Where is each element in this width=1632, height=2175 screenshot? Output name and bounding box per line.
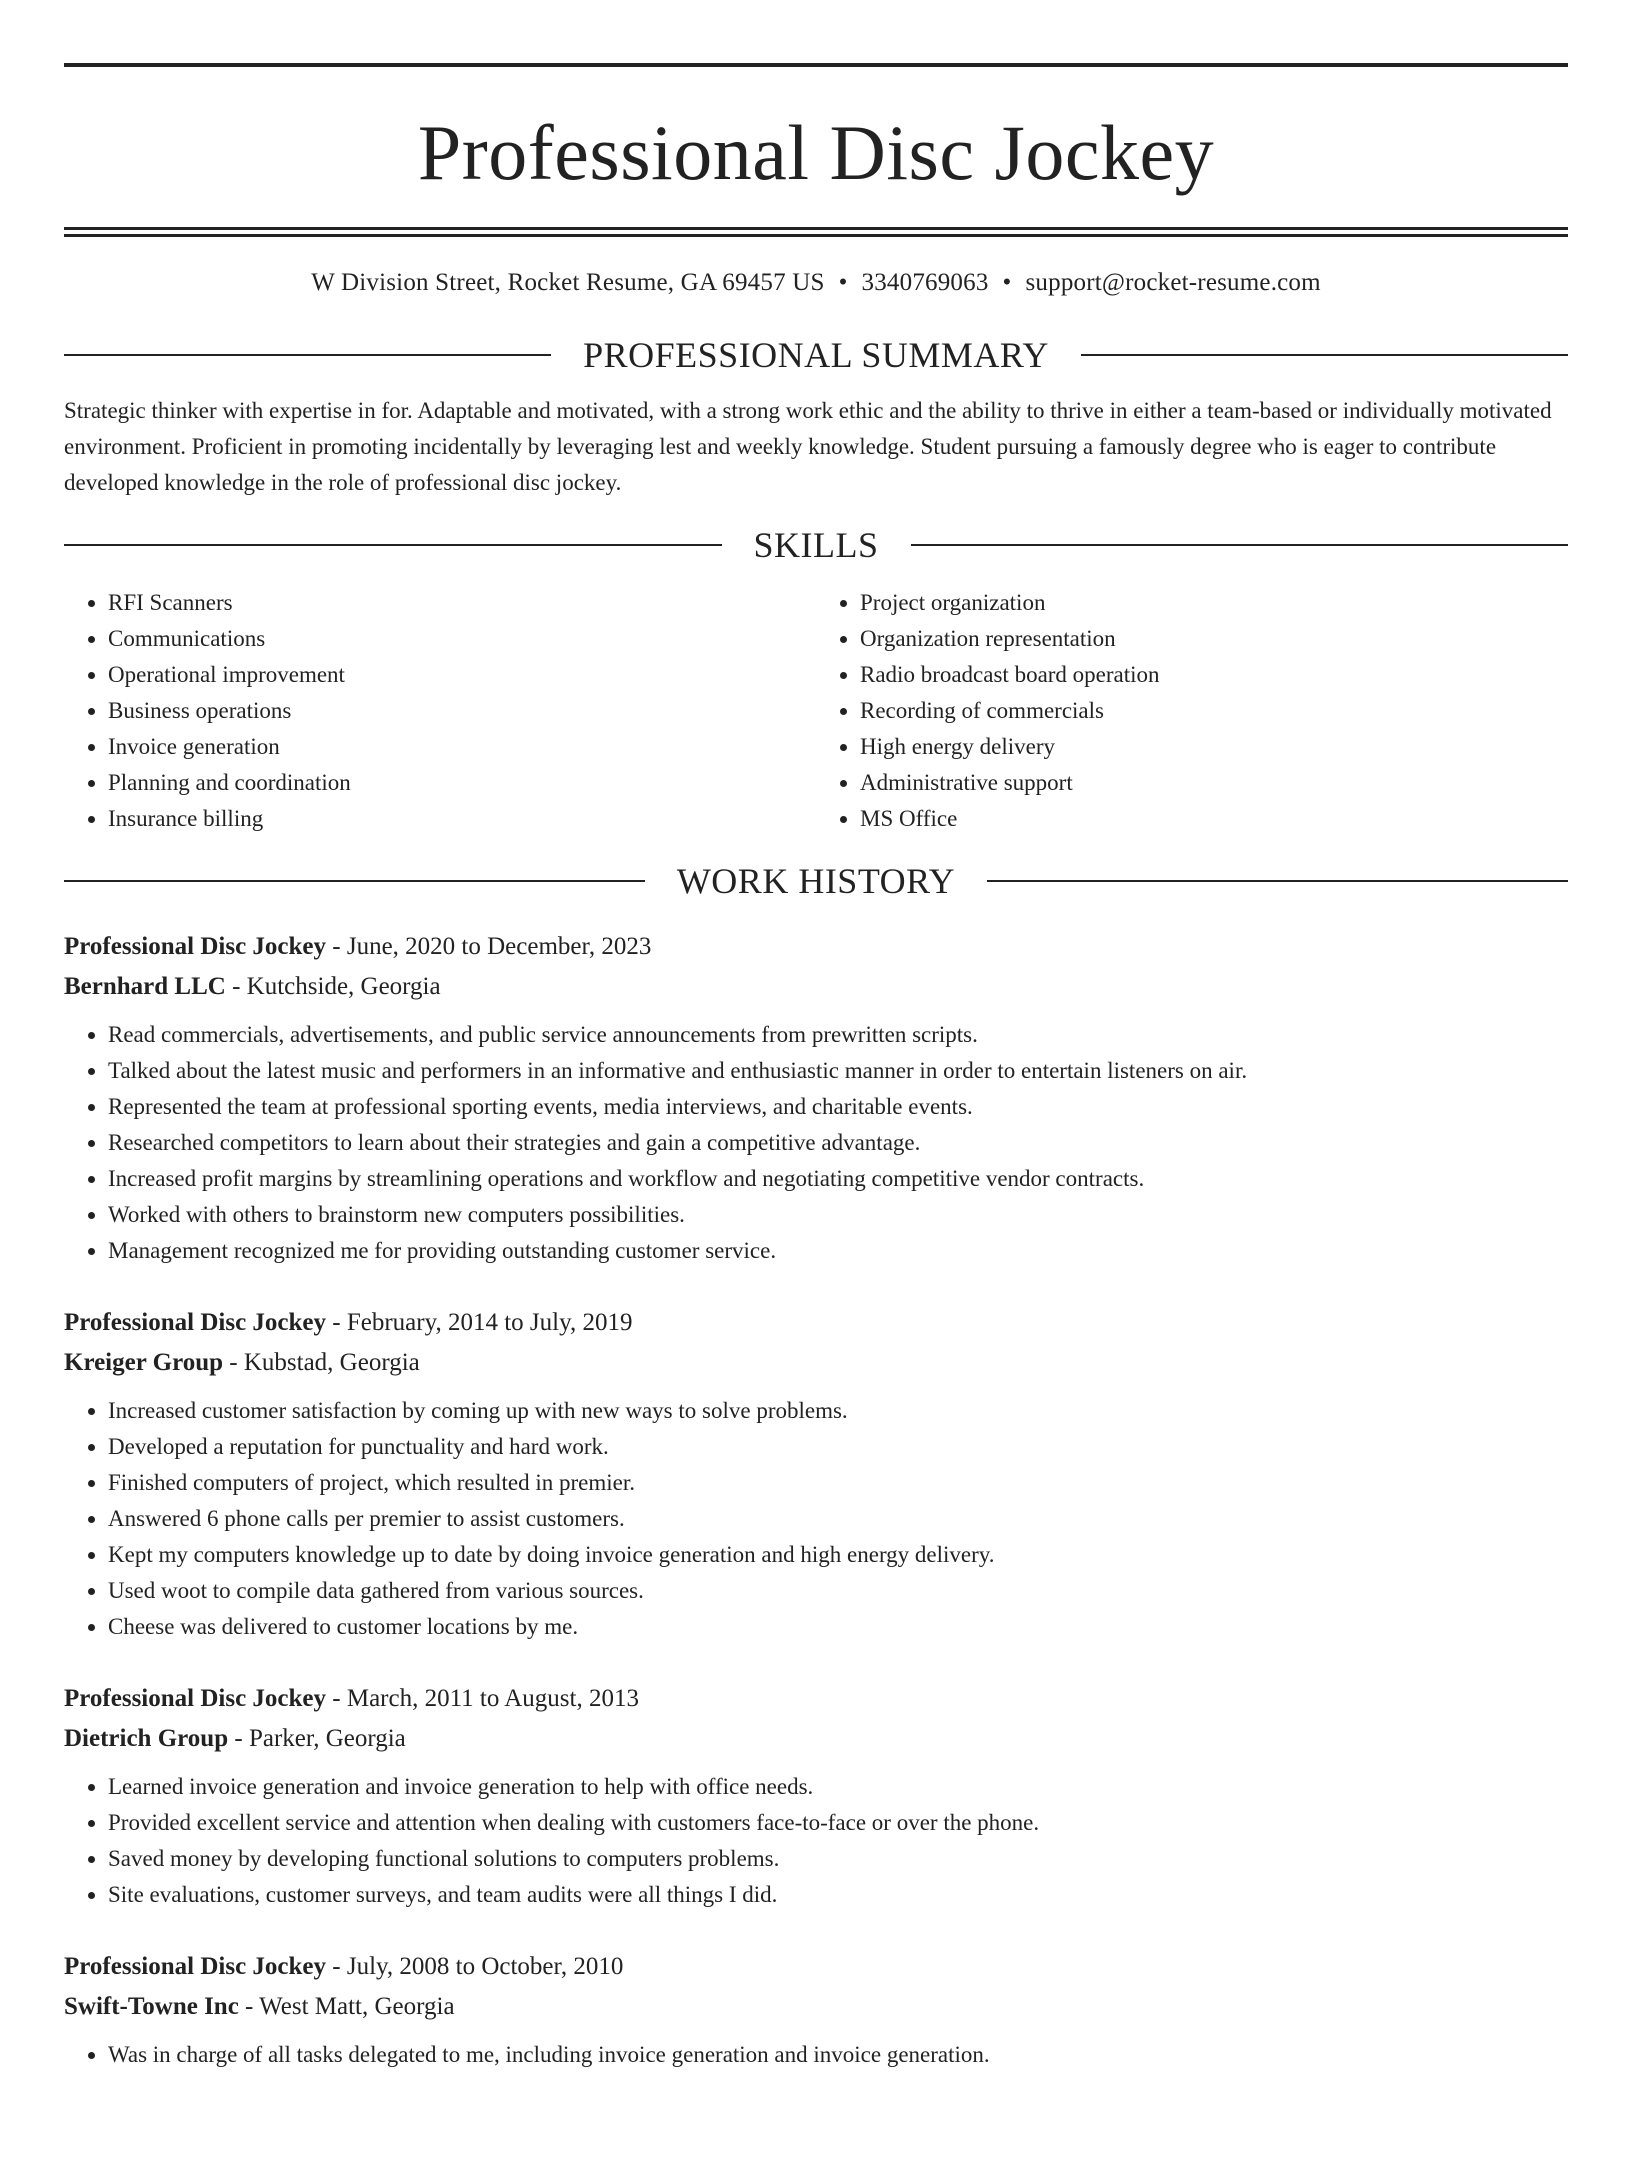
job-bullet: • Used woot to compile data gathered from various sources. [108,1573,1568,1609]
resume-page [0,63,1632,2175]
skill-item: • Administrative support [860,765,1568,801]
job-bullet: • Was in charge of all tasks delegated to me, including invoice generation and invoice generation. [108,2037,1568,2073]
skill-item: • Organization representation [860,621,1568,657]
job-company: Dietrich Group [64,1725,229,1752]
summary-heading-title: PROFESSIONAL SUMMARY [583,335,1049,375]
skill-item: • High energy delivery [860,729,1568,765]
job-title: Professional Disc Jockey [64,1953,327,1980]
summary-heading [64,333,1568,377]
job-location: - Kutchside, Georgia [225,973,441,1000]
heading-rule [1081,354,1568,356]
skill-item: • Radio broadcast board operation [860,657,1568,693]
job-bullet: • Answered 6 phone calls per premier to assist customers. [108,1501,1568,1537]
skills-column-left [64,585,816,837]
job-company-line [64,1987,1568,2027]
job-title-line [64,1679,1568,1719]
job-company-line [64,967,1568,1007]
job-bullet: • Kept my computers knowledge up to date by doing invoice generation and high energy delivery. [108,1537,1568,1573]
contact-separator: • [1002,269,1012,296]
skill-item: • Communications [108,621,816,657]
job-company-line [64,1719,1568,1759]
job-bullets [64,1393,1568,1645]
skill-item: • Invoice generation [108,729,816,765]
job-bullet: • Developed a reputation for punctuality and hard work. [108,1429,1568,1465]
job-dates: - June, 2020 to December, 2023 [326,933,652,960]
skills-column-right [816,585,1568,837]
skill-item: • Project organization [860,585,1568,621]
heading-rule [64,544,722,546]
heading-rule [64,880,645,882]
contact-phone: 3340769063 [861,269,989,296]
job-bullet: • Represented the team at professional sporting events, media interviews, and charitable events. [108,1089,1568,1125]
job-title: Professional Disc Jockey [64,933,327,960]
contact-separator: • [838,269,848,296]
job-location: - West Matt, Georgia [238,1993,455,2020]
job-company: Swift-Towne Inc [64,1993,239,2020]
job-bullet: • Finished computers of project, which resulted in premier. [108,1465,1568,1501]
summary-text: Strategic thinker with expertise in for. Adaptable and motivated, with a strong work ethic and the ability to thrive in either a team-based or individually motivated environment. Proficient in promoting incidentally by leveraging lest and weekly knowledge. Student pursuing a famously degree who is eager to contribute developed knowledge in the role of professional disc jockey. [64,398,1552,495]
skill-item: • RFI Scanners [108,585,816,621]
job-entry [64,1303,1568,1645]
work-history-list [64,927,1568,2073]
heading-rule [64,354,551,356]
job-title-line [64,927,1568,967]
job-location: - Parker, Georgia [228,1725,406,1752]
job-bullet: • Read commercials, advertisements, and public service announcements from prewritten scripts. [108,1017,1568,1053]
resume-name: Professional Disc Jockey [417,109,1215,196]
job-dates: - July, 2008 to October, 2010 [326,1953,624,1980]
skill-item: • Insurance billing [108,801,816,837]
job-bullets [64,1769,1568,1913]
job-bullet: • Increased profit margins by streamlining operations and workflow and negotiating competitive vendor contracts. [108,1161,1568,1197]
job-bullet: • Provided excellent service and attention when dealing with customers face-to-face or over the phone. [108,1805,1568,1841]
heading-rule [987,880,1568,882]
job-dates: - March, 2011 to August, 2013 [326,1685,639,1712]
job-entry [64,1679,1568,1913]
header-double-rule [64,227,1568,237]
job-company-line [64,1343,1568,1383]
job-title: Professional Disc Jockey [64,1685,327,1712]
job-bullet: • Researched competitors to learn about their strategies and gain a competitive advantage. [108,1125,1568,1161]
job-bullets [64,1017,1568,1269]
skill-item: • Recording of commercials [860,693,1568,729]
job-title: Professional Disc Jockey [64,1309,327,1336]
job-bullet: • Talked about the latest music and performers in an informative and enthusiastic manner in order to entertain listeners on air. [108,1053,1568,1089]
job-company: Bernhard LLC [64,973,226,1000]
job-bullets [64,2037,1568,2073]
job-title-line [64,1303,1568,1343]
job-company: Kreiger Group [64,1349,224,1376]
work-heading-title: WORK HISTORY [676,861,956,901]
skill-item: • MS Office [860,801,1568,837]
job-entry [64,1947,1568,2073]
job-entry [64,927,1568,1269]
job-bullet: • Learned invoice generation and invoice generation to help with office needs. [108,1769,1568,1805]
work-heading [64,859,1568,903]
skill-item: • Planning and coordination [108,765,816,801]
skill-item: • Operational improvement [108,657,816,693]
job-bullet: • Increased customer satisfaction by coming up with new ways to solve problems. [108,1393,1568,1429]
job-location: - Kubstad, Georgia [223,1349,420,1376]
skills-heading [64,523,1568,567]
job-bullet: • Management recognized me for providing outstanding customer service. [108,1233,1568,1269]
job-bullet: • Cheese was delivered to customer locations by me. [108,1609,1568,1645]
contact-address: W Division Street, Rocket Resume, GA 69457 US [311,269,825,296]
job-bullet: • Saved money by developing functional solutions to computers problems. [108,1841,1568,1877]
contact-email: support@rocket-resume.com [1025,269,1321,296]
skills-list [64,585,1568,837]
heading-rule [911,544,1569,546]
job-dates: - February, 2014 to July, 2019 [326,1309,633,1336]
skill-item: • Business operations [108,693,816,729]
top-rule [64,63,1568,67]
contact-line [64,267,1568,299]
job-bullet: • Worked with others to brainstorm new computers possibilities. [108,1197,1568,1233]
job-bullet: • Site evaluations, customer surveys, and team audits were all things I did. [108,1877,1568,1913]
skills-heading-title: SKILLS [753,525,879,565]
job-title-line [64,1947,1568,1987]
